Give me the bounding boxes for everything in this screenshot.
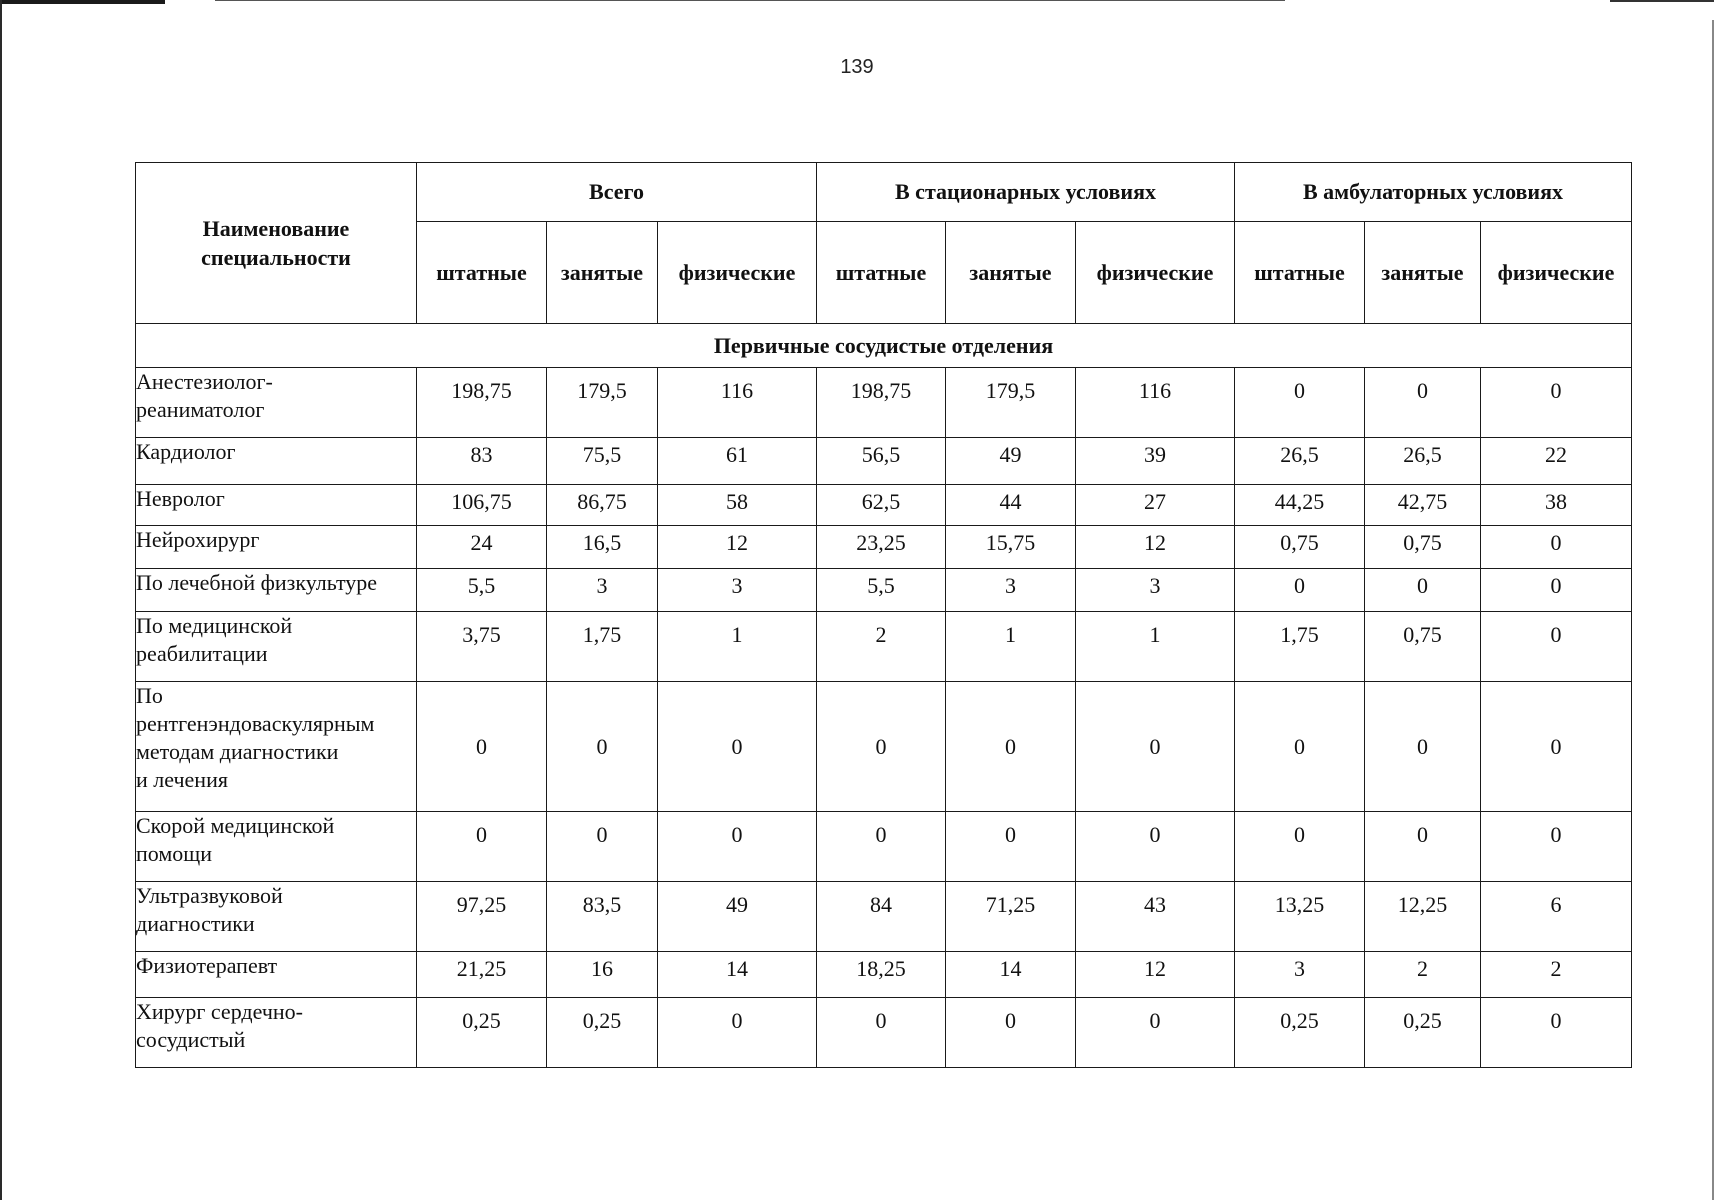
value-cell: 0 xyxy=(1076,998,1235,1068)
specialty-name-cell xyxy=(136,526,417,569)
value-cell: 0 xyxy=(658,998,817,1068)
value-cell: 23,25 xyxy=(817,526,946,569)
value-cell: 1,75 xyxy=(1235,612,1365,682)
value-cell: 0 xyxy=(658,682,817,812)
header-group-inpatient: В стационарных условиях xyxy=(817,163,1235,222)
value-cell: 1 xyxy=(1076,612,1235,682)
specialty-name-cell xyxy=(136,368,417,438)
value-cell: 116 xyxy=(1076,368,1235,438)
section-title: Первичные сосудистые отделения xyxy=(136,324,1632,368)
table-row xyxy=(136,368,1632,438)
value-cell: 0 xyxy=(817,682,946,812)
value-cell: 0 xyxy=(1481,998,1632,1068)
header-staff: штатные xyxy=(817,222,946,324)
value-cell: 12 xyxy=(1076,952,1235,998)
value-cell: 22 xyxy=(1481,438,1632,485)
value-cell: 0 xyxy=(946,682,1076,812)
header-group-total: Всего xyxy=(417,163,817,222)
value-cell: 5,5 xyxy=(417,569,547,612)
value-cell: 3 xyxy=(658,569,817,612)
value-cell: 116 xyxy=(658,368,817,438)
specialty-name-cell xyxy=(136,682,417,812)
value-cell: 0 xyxy=(1365,682,1481,812)
scan-edge-line xyxy=(1610,0,1714,2)
specialty-name-line: Ультразвуковой xyxy=(136,883,283,908)
value-cell: 0 xyxy=(1365,569,1481,612)
value-cell: 0,75 xyxy=(1365,612,1481,682)
value-cell: 62,5 xyxy=(817,485,946,526)
value-cell: 71,25 xyxy=(946,882,1076,952)
value-cell: 198,75 xyxy=(817,368,946,438)
specialty-name-line: сосудистый xyxy=(136,1027,246,1052)
value-cell: 83 xyxy=(417,438,547,485)
value-cell: 16,5 xyxy=(547,526,658,569)
value-cell: 0,25 xyxy=(547,998,658,1068)
table-row xyxy=(136,438,1632,485)
value-cell: 27 xyxy=(1076,485,1235,526)
value-cell: 3 xyxy=(1076,569,1235,612)
value-cell: 12 xyxy=(1076,526,1235,569)
value-cell: 56,5 xyxy=(817,438,946,485)
value-cell: 3 xyxy=(547,569,658,612)
specialty-name-line: реаниматолог xyxy=(136,397,265,422)
value-cell: 12,25 xyxy=(1365,882,1481,952)
value-cell: 26,5 xyxy=(1365,438,1481,485)
table-row xyxy=(136,485,1632,526)
specialty-name-cell xyxy=(136,485,417,526)
value-cell: 3,75 xyxy=(417,612,547,682)
specialty-name-cell xyxy=(136,612,417,682)
value-cell: 106,75 xyxy=(417,485,547,526)
value-cell: 198,75 xyxy=(417,368,547,438)
value-cell: 6 xyxy=(1481,882,1632,952)
value-cell: 43 xyxy=(1076,882,1235,952)
value-cell: 13,25 xyxy=(1235,882,1365,952)
value-cell: 2 xyxy=(817,612,946,682)
value-cell: 1 xyxy=(658,612,817,682)
specialty-name-cell xyxy=(136,438,417,485)
specialty-name-line: Невролог xyxy=(136,486,225,511)
value-cell: 14 xyxy=(658,952,817,998)
specialty-name-cell xyxy=(136,998,417,1068)
value-cell: 0 xyxy=(547,682,658,812)
specialty-name-line: Скорой медицинской xyxy=(136,813,335,838)
specialty-name-line: По xyxy=(136,683,163,708)
header-group-outpatient: В амбулаторных условиях xyxy=(1235,163,1632,222)
value-cell: 0 xyxy=(1235,812,1365,882)
header-staff: штатные xyxy=(1235,222,1365,324)
header-occupied: занятые xyxy=(946,222,1076,324)
header-occupied: занятые xyxy=(1365,222,1481,324)
value-cell: 1,75 xyxy=(547,612,658,682)
value-cell: 0 xyxy=(658,812,817,882)
specialty-name-line: методам диагностики xyxy=(136,739,339,764)
table-row xyxy=(136,526,1632,569)
specialty-name-line: Хирург сердечно- xyxy=(136,999,303,1024)
specialty-name-line: помощи xyxy=(136,841,212,866)
table-row xyxy=(136,952,1632,998)
table-row xyxy=(136,812,1632,882)
specialty-name-line: Кардиолог xyxy=(136,439,236,464)
value-cell: 24 xyxy=(417,526,547,569)
value-cell: 83,5 xyxy=(547,882,658,952)
value-cell: 0,25 xyxy=(1365,998,1481,1068)
table-row xyxy=(136,612,1632,682)
value-cell: 0 xyxy=(1481,368,1632,438)
specialty-name-line: рентгенэндоваскулярным xyxy=(136,711,375,736)
header-physical: физические xyxy=(1076,222,1235,324)
specialty-name-cell xyxy=(136,569,417,612)
table-row xyxy=(136,882,1632,952)
value-cell: 0 xyxy=(1365,368,1481,438)
value-cell: 2 xyxy=(1481,952,1632,998)
value-cell: 5,5 xyxy=(817,569,946,612)
value-cell: 18,25 xyxy=(817,952,946,998)
specialty-name-line: Физиотерапевт xyxy=(136,953,278,978)
specialty-name-cell xyxy=(136,952,417,998)
value-cell: 21,25 xyxy=(417,952,547,998)
value-cell: 0 xyxy=(1481,526,1632,569)
header-physical: физические xyxy=(658,222,817,324)
value-cell: 0,25 xyxy=(417,998,547,1068)
value-cell: 0,75 xyxy=(1235,526,1365,569)
value-cell: 75,5 xyxy=(547,438,658,485)
table-row xyxy=(136,998,1632,1068)
specialty-name-cell xyxy=(136,812,417,882)
value-cell: 0 xyxy=(817,812,946,882)
value-cell: 16 xyxy=(547,952,658,998)
value-cell: 0,75 xyxy=(1365,526,1481,569)
value-cell: 1 xyxy=(946,612,1076,682)
table-row xyxy=(136,569,1632,612)
value-cell: 0 xyxy=(946,998,1076,1068)
specialty-name-line: Нейрохирург xyxy=(136,527,260,552)
specialty-name-line: По лечебной физкультуре xyxy=(136,570,378,595)
value-cell: 179,5 xyxy=(547,368,658,438)
value-cell: 49 xyxy=(946,438,1076,485)
value-cell: 26,5 xyxy=(1235,438,1365,485)
value-cell: 0 xyxy=(1481,682,1632,812)
value-cell: 0,25 xyxy=(1235,998,1365,1068)
value-cell: 179,5 xyxy=(946,368,1076,438)
scan-left-border xyxy=(0,0,2,1200)
specialty-name-line: Анестезиолог- xyxy=(136,369,273,394)
page-number: 139 xyxy=(840,56,874,78)
value-cell: 0 xyxy=(817,998,946,1068)
value-cell: 49 xyxy=(658,882,817,952)
specialty-name-line: реабилитации xyxy=(136,641,268,666)
value-cell: 0 xyxy=(547,812,658,882)
scan-edge-mark xyxy=(0,0,165,4)
value-cell: 0 xyxy=(1235,682,1365,812)
value-cell: 0 xyxy=(1235,368,1365,438)
value-cell: 12 xyxy=(658,526,817,569)
value-cell: 0 xyxy=(417,812,547,882)
staffing-table xyxy=(135,162,1632,1068)
specialty-name-line: диагностики xyxy=(136,911,255,936)
value-cell: 86,75 xyxy=(547,485,658,526)
value-cell: 15,75 xyxy=(946,526,1076,569)
scan-edge-line xyxy=(215,0,1285,1)
value-cell: 0 xyxy=(1365,812,1481,882)
value-cell: 14 xyxy=(946,952,1076,998)
value-cell: 0 xyxy=(1076,682,1235,812)
header-physical: физические xyxy=(1481,222,1632,324)
value-cell: 3 xyxy=(946,569,1076,612)
value-cell: 0 xyxy=(1481,812,1632,882)
value-cell: 3 xyxy=(1235,952,1365,998)
value-cell: 2 xyxy=(1365,952,1481,998)
specialty-name-line: По медицинской xyxy=(136,613,293,638)
value-cell: 44 xyxy=(946,485,1076,526)
value-cell: 42,75 xyxy=(1365,485,1481,526)
value-cell: 0 xyxy=(1235,569,1365,612)
header-occupied: занятые xyxy=(547,222,658,324)
value-cell: 97,25 xyxy=(417,882,547,952)
value-cell: 39 xyxy=(1076,438,1235,485)
value-cell: 58 xyxy=(658,485,817,526)
value-cell: 61 xyxy=(658,438,817,485)
specialty-name-line: и лечения xyxy=(136,767,228,792)
table-row xyxy=(136,682,1632,812)
value-cell: 0 xyxy=(1481,569,1632,612)
value-cell: 84 xyxy=(817,882,946,952)
specialty-name-cell xyxy=(136,882,417,952)
value-cell: 0 xyxy=(1481,612,1632,682)
value-cell: 38 xyxy=(1481,485,1632,526)
value-cell: 0 xyxy=(946,812,1076,882)
header-specialty-name: Наименование специальности xyxy=(136,163,417,324)
value-cell: 0 xyxy=(1076,812,1235,882)
value-cell: 44,25 xyxy=(1235,485,1365,526)
value-cell: 0 xyxy=(417,682,547,812)
header-staff: штатные xyxy=(417,222,547,324)
